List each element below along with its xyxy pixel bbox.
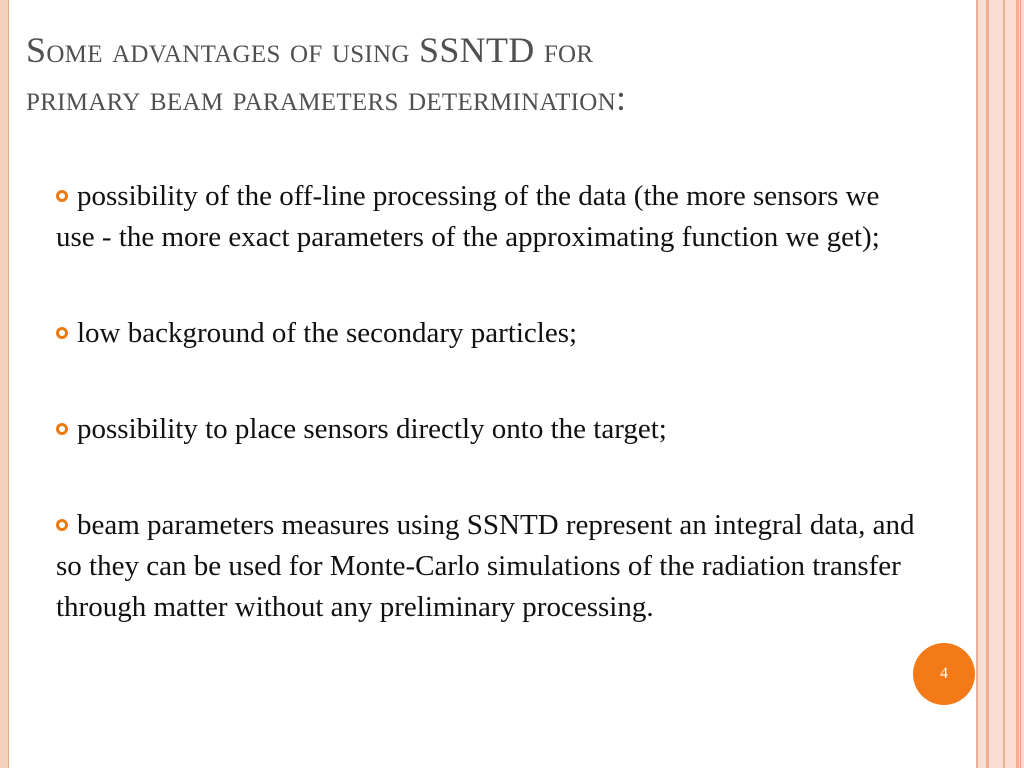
bullet-item <box>56 409 918 450</box>
border-stripe <box>986 0 989 768</box>
bullet-item <box>56 313 918 354</box>
bullet-list <box>56 176 918 628</box>
ring-bullet-icon <box>56 519 68 531</box>
bullet-text: possibility to place sensors directly onto the target; <box>77 413 667 445</box>
border-stripe <box>1003 0 1005 768</box>
slide-title <box>26 26 926 122</box>
right-decorative-border <box>976 0 1024 768</box>
border-stripe <box>976 0 978 768</box>
left-decorative-border <box>0 0 9 768</box>
bullet-text: possibility of the off-line processing of the data (the more sensors we use - the more exact parameters of the approximating function we get); <box>56 180 880 253</box>
ring-bullet-icon <box>56 423 68 435</box>
border-stripe <box>1020 0 1021 768</box>
border-stripe <box>1016 0 1019 768</box>
bullet-text: low background of the secondary particles; <box>77 317 578 349</box>
bullet-item <box>56 176 918 258</box>
slide-title-line-1: Some advantages of using SSNTD for <box>26 30 594 70</box>
ring-bullet-icon <box>56 190 68 202</box>
page-number-badge <box>913 643 975 705</box>
slide-title-line-2: primary beam parameters determination: <box>26 78 627 118</box>
bullet-text: beam parameters measures using SSNTD represent an integral data, and so they can be used for Monte-Carlo simulations of the radiation transfer through matter without any preliminary processing. <box>56 509 915 623</box>
bullet-item <box>56 505 918 628</box>
ring-bullet-icon <box>56 327 68 339</box>
page-number: 4 <box>940 665 948 682</box>
